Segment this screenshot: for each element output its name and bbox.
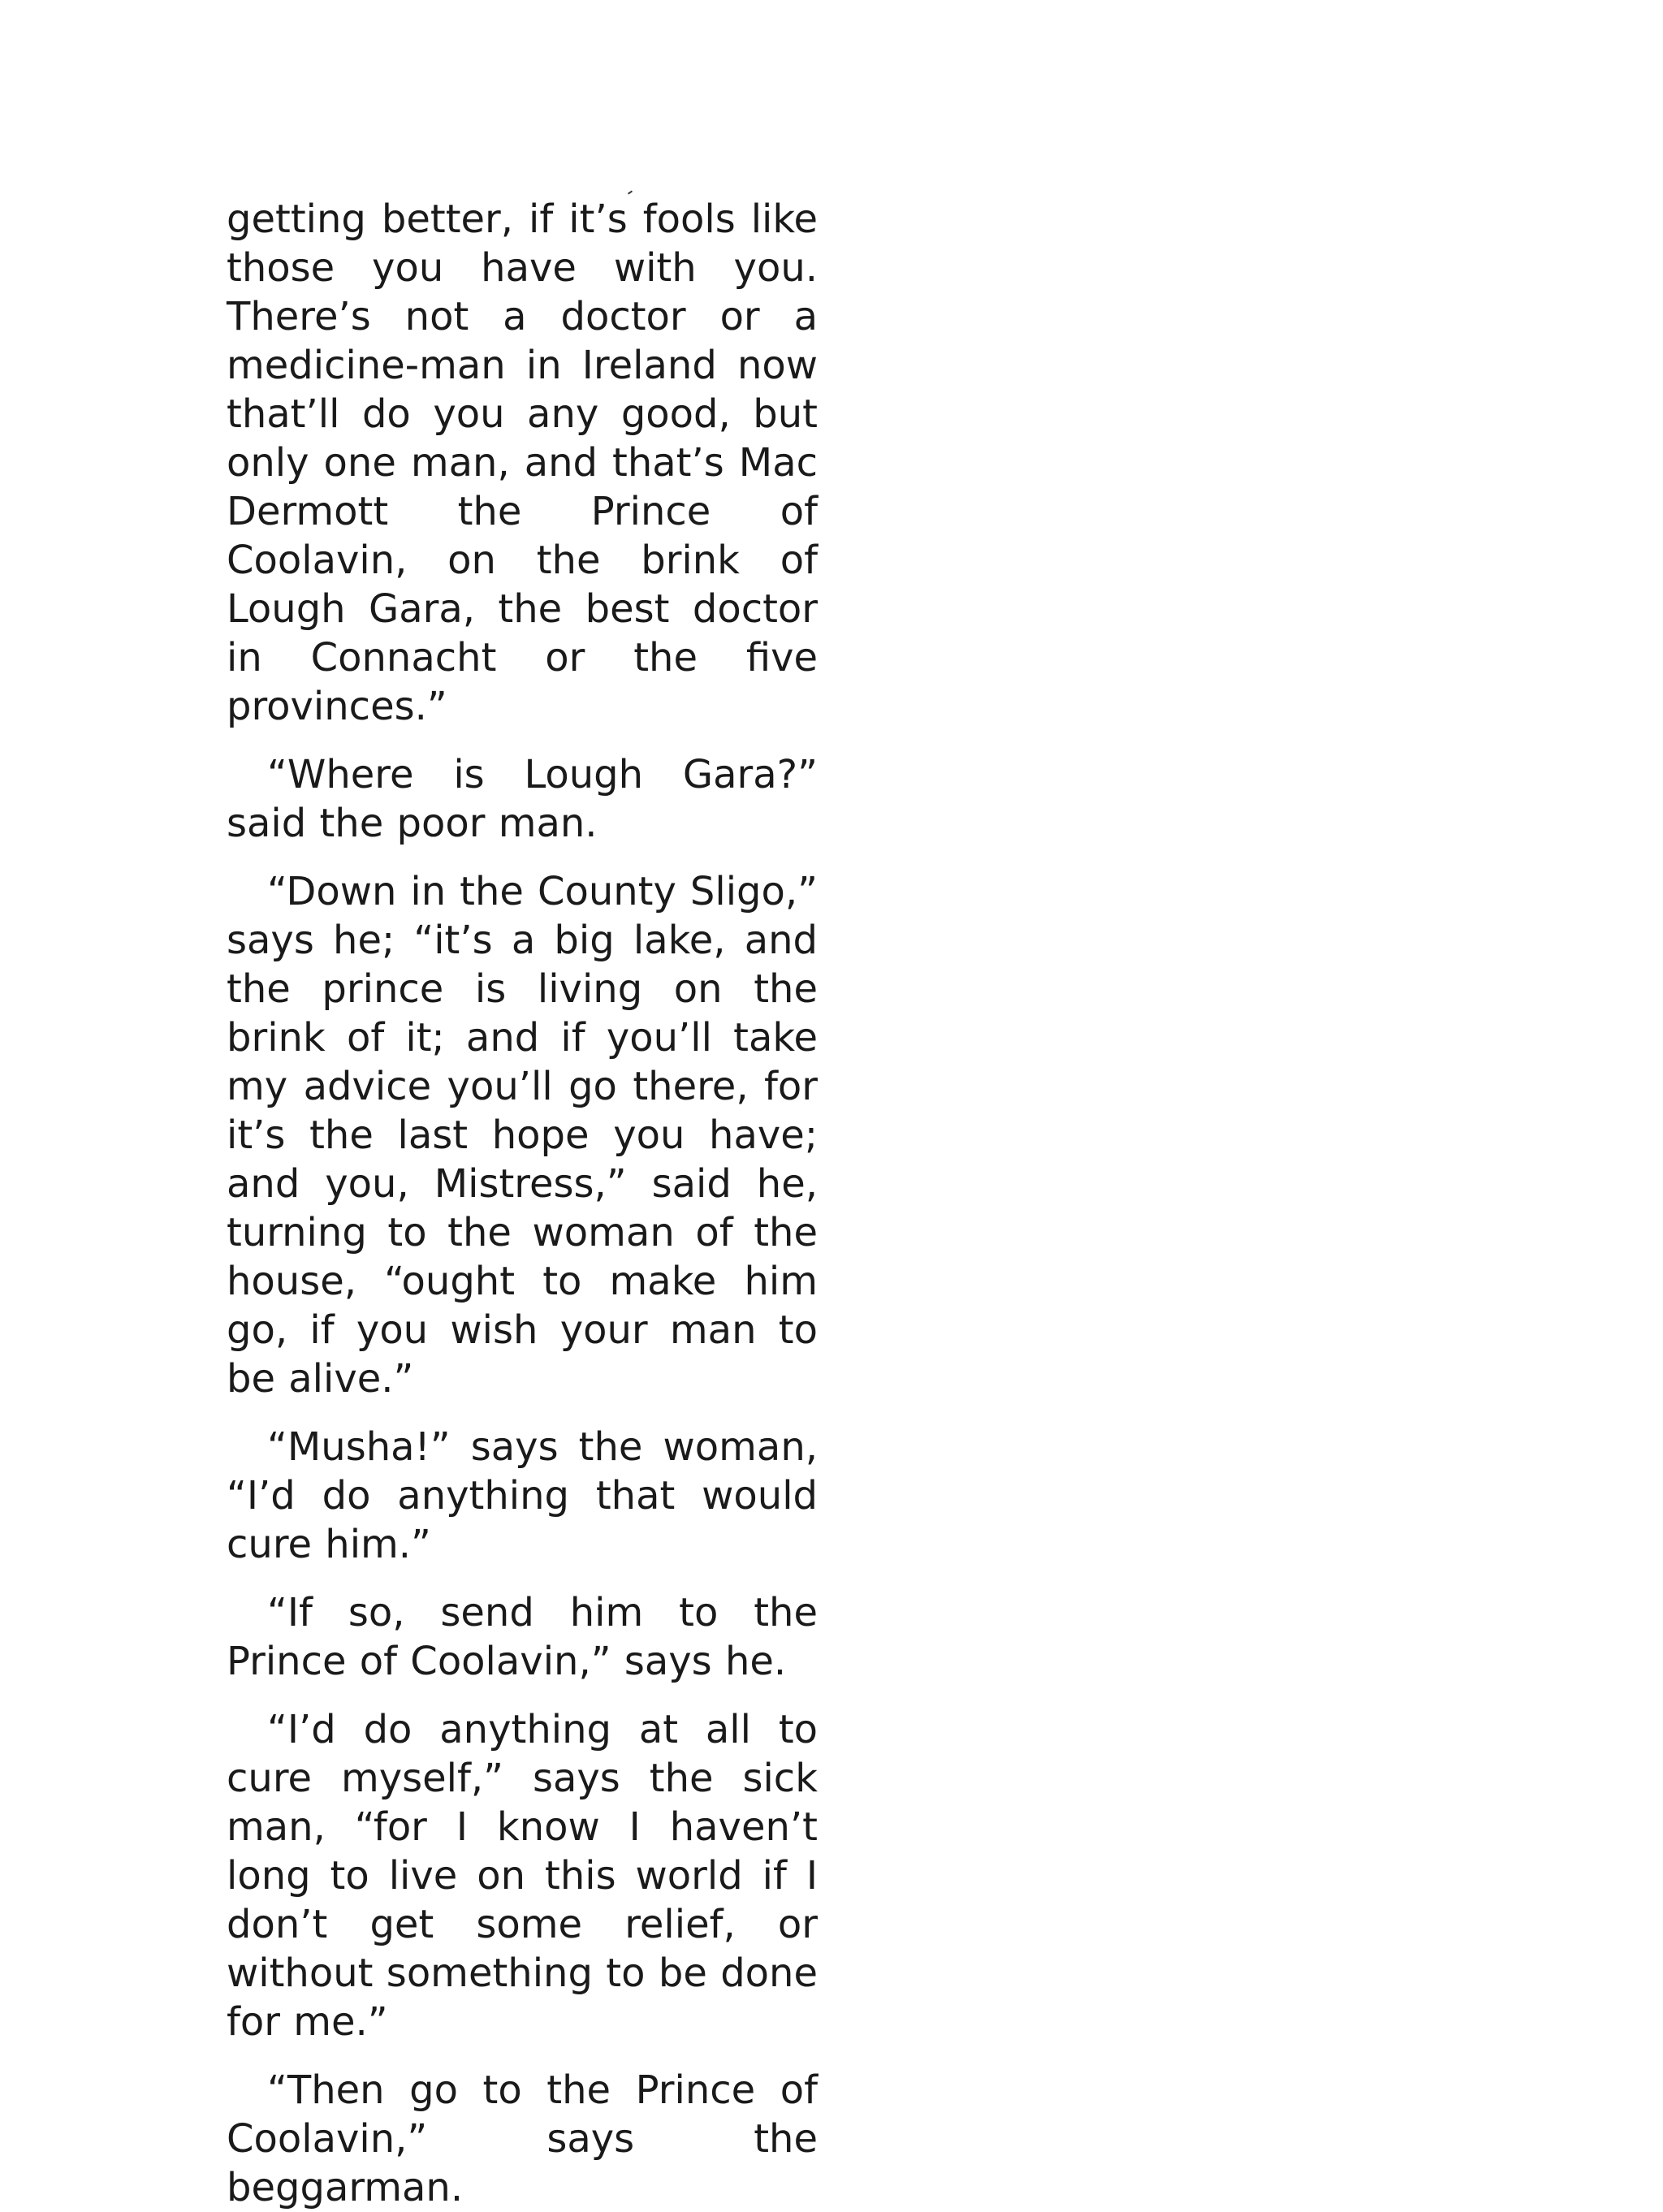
stray-mark <box>628 190 633 194</box>
paragraph: “I’d do anything at all to cure myself,” says the sick man, “for I know I haven’t long to live on this world if I don’t get some relief, or without something to be done for me.” <box>227 1707 818 2045</box>
text-column <box>227 195 818 2210</box>
paragraph-cut-off: “Then go to the Prince of Coolavin,” says the beggarman. <box>227 2067 818 2210</box>
paragraph: “Musha!” says the woman, “I’d do anything that would cure him.” <box>227 1424 818 1567</box>
paragraph: “Where is Lough Gara?” said the poor man. <box>227 752 818 846</box>
paragraph: “If so, send him to the Prince of Coolavin,” says he. <box>227 1590 818 1684</box>
paragraph-continued: getting better, if it’s fools like those you have with you. There’s not a doctor or a medicine-man in Ireland now that’ll do you any good, but only one man, and that’s Mac Dermott the Prince of Coolavin, on the brink of Lough Gara, the best doctor in Connacht or the five provinces.” <box>227 197 818 729</box>
paragraph: “Down in the County Sligo,” says he; “it’s a big lake, and the prince is living on the brink of it; and if you’ll take my advice you’ll go there, for it’s the last hope you have; and you, Mistress,” said he, turning to the woman of the house, “ought to make him go, if you wish your man to be alive.” <box>227 869 818 1402</box>
